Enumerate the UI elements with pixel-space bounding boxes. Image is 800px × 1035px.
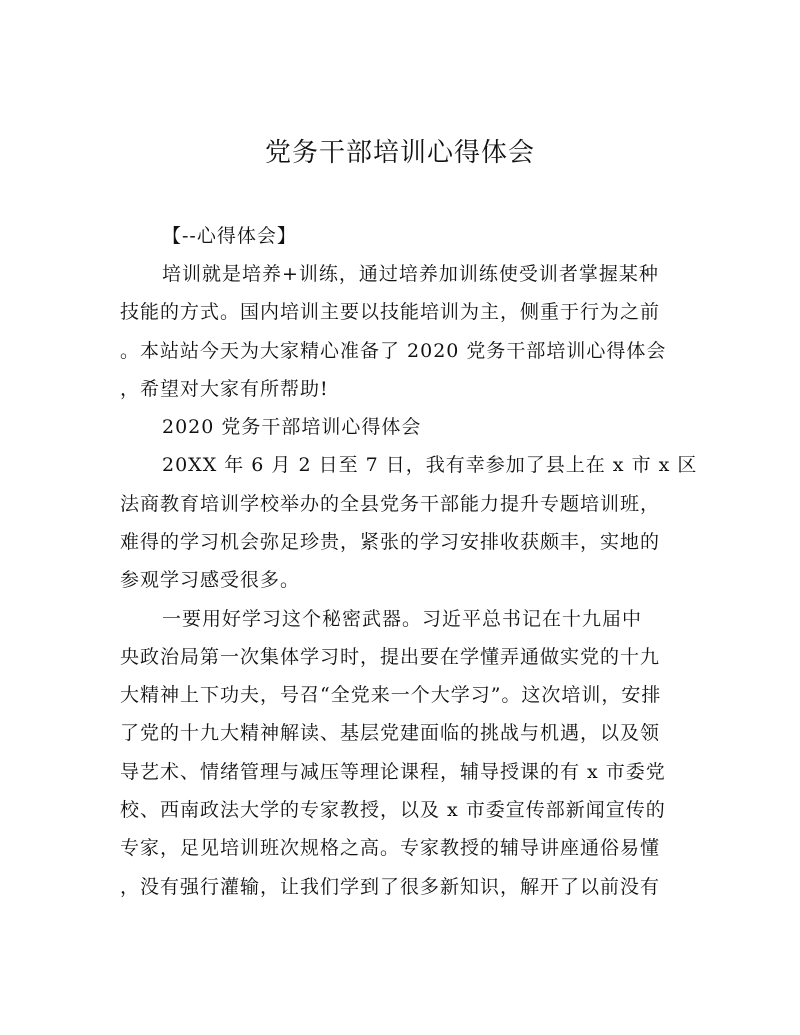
subtitle-line: 2020 党务干部培训心得体会	[162, 416, 422, 438]
body-paragraph-line: 20XX 年 6 月 2 日至 7 日，我有幸参加了县上在 x 市 x 区	[162, 454, 698, 476]
document-title: 党务干部培训心得体会	[264, 138, 535, 168]
body-paragraph-line: 大精神上下功夫，号召“全党来一个大学习”。这次培训，安排	[120, 684, 662, 706]
body-paragraph-line: 导艺术、情绪管理与减压等理论课程，辅导授课的有 x 市委党	[120, 761, 666, 783]
body-paragraph-line: 一要用好学习这个秘密武器。习近平总书记在十九届中	[162, 608, 643, 630]
intro-paragraph-line: ，希望对大家有所帮助!	[120, 378, 329, 400]
body-paragraph-line: 参观学习感受很多。	[120, 569, 301, 591]
body-paragraph-line: 校、西南政法大学的专家教授，以及 x 市委宣传部新闻宣传的	[120, 799, 666, 821]
body-paragraph-line: 了党的十九大精神解读、基层党建面临的挑战与机遇，以及领	[120, 722, 661, 744]
intro-paragraph-line: 。本站站今天为大家精心准备了 2020 党务干部培训心得体会	[120, 340, 667, 362]
body-paragraph-line: ，没有强行灌输，让我们学到了很多新知识，解开了以前没有	[120, 876, 661, 898]
body-paragraph-line: 央政治局第一次集体学习时，提出要在学懂弄通做实党的十九	[120, 646, 661, 668]
body-paragraph-line: 难得的学习机会弥足珍贵，紧张的学习安排收获颇丰，实地的	[120, 531, 661, 553]
intro-paragraph-line: 技能的方式。国内培训主要以技能培训为主，侧重于行为之前	[120, 301, 661, 323]
body-paragraph-line: 专家，足见培训班次规格之高。专家教授的辅导讲座通俗易懂	[120, 837, 661, 859]
body-paragraph-line: 法商教育培训学校举办的全县党务干部能力提升专题培训班，	[120, 493, 661, 515]
intro-paragraph-line: 培训就是培养+训练，通过培养加训练使受训者掌握某种	[162, 263, 659, 285]
section-tag-line: 【--心得体会】	[162, 225, 297, 247]
